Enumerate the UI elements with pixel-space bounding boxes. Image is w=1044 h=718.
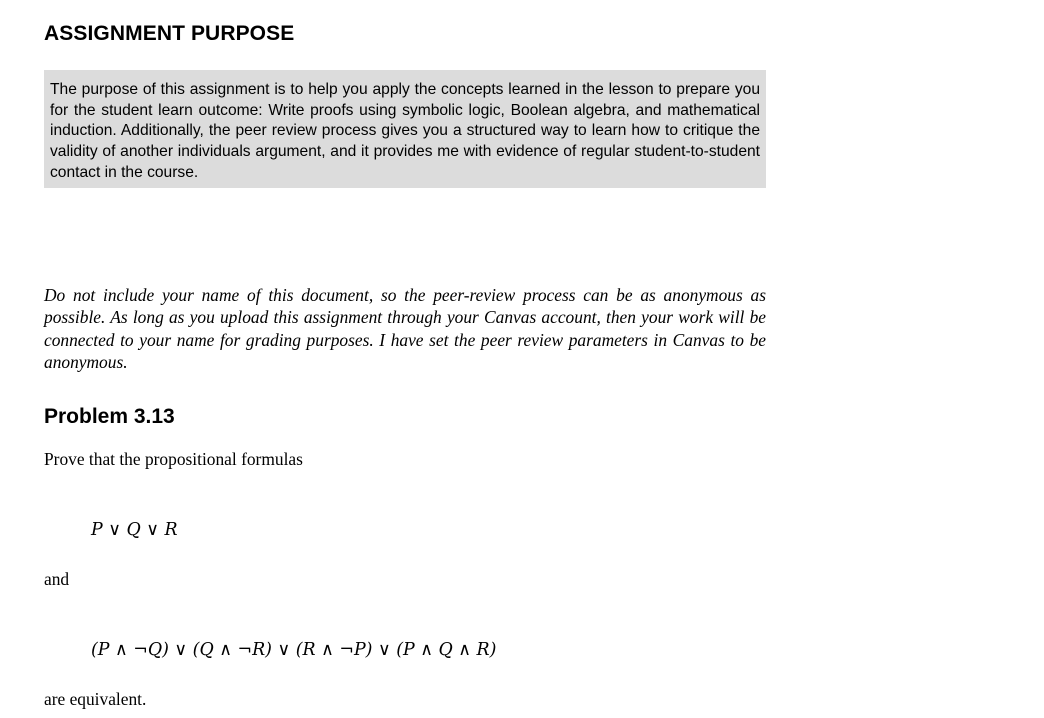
formula-2: (P ∧ ¬Q) ∨ (Q ∧ ¬R) ∨ (R ∧ ¬P) ∨ (P ∧ Q ∧ R) <box>91 640 497 660</box>
problem-conclusion: are equivalent. <box>44 689 147 709</box>
connector-text: and <box>44 569 70 589</box>
formula-1: P ∨ Q ∨ R <box>91 520 178 540</box>
purpose-box <box>44 70 766 188</box>
problem-heading: Problem 3.13 <box>44 405 175 428</box>
purpose-heading: ASSIGNMENT PURPOSE <box>44 22 295 45</box>
purpose-text: The purpose of this assignment is to help you apply the concepts learned in the lesson to prepare you for the student learn outcome: Write proofs using symbolic logic, Boolean algebra, and mathematical induction. Additionally, the peer review process gives you a structured way to learn how to critique the validity of another individuals argument, and it provides me with evidence of regular student-to-student contact in the course. <box>50 81 760 181</box>
anonymity-notice: Do not include your name of this document, so the peer-review process can be as anonymous as possible. As long as you upload this assignment through your Canvas account, then your work will be connected to your name for grading purposes. I have set the peer review parameters in Canvas to be anonymous. <box>44 285 766 372</box>
problem-intro: Prove that the propositional formulas <box>44 449 303 469</box>
